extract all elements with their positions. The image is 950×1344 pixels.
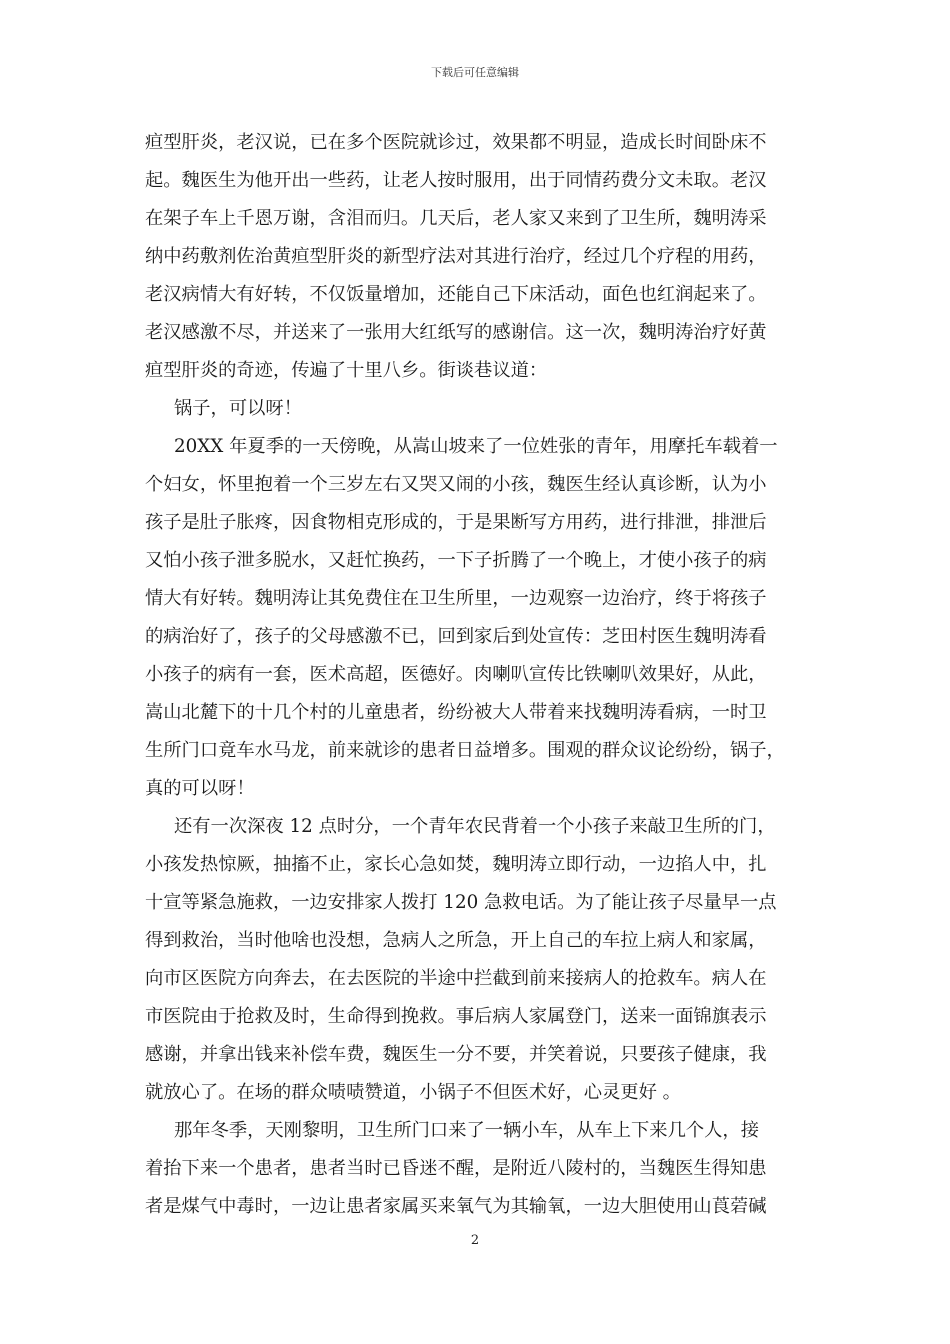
text-line: 生所门口竟车水马龙，前来就诊的患者日益增多。围观的群众议论纷纷，锅子， — [145, 740, 785, 761]
text-line: 还有一次深夜 12 点时分，一个青年农民背着一个小孩子来敲卫生所的门， — [174, 816, 776, 837]
text-line: 疸型肝炎的奇迹，传遍了十里八乡。街谈巷议道： — [145, 360, 548, 381]
page-number: 2 — [470, 1233, 480, 1248]
text-line: 十宣等紧急施救，一边安排家人拨打 120 急救电话。为了能让孩子尽量早一点 — [145, 892, 777, 913]
text-line: 情大有好转。魏明涛让其免费住在卫生所里，一边观察一边治疗，终于将孩子 — [145, 588, 767, 609]
text-line: 得到救治，当时他啥也没想，急病人之所急，开上自己的车拉上病人和家属， — [145, 930, 767, 951]
text-line: 20XX 年夏季的一天傍晚，从嵩山坡来了一位姓张的青年，用摩托车载着一 — [174, 436, 778, 457]
text-line: 市医院由于抢救及时，生命得到挽救。事后病人家属登门，送来一面锦旗表示 — [145, 1006, 767, 1027]
text-line: 着抬下来一个患者，患者当时已昏迷不醒，是附近八陵村的，当魏医生得知患 — [145, 1158, 767, 1179]
text-line: 个妇女，怀里抱着一个三岁左右又哭又闹的小孩，魏医生经认真诊断，认为小 — [145, 474, 767, 495]
text-line: 老汉感激不尽，并送来了一张用大红纸写的感谢信。这一次，魏明涛治疗好黄 — [145, 322, 767, 343]
page-header: 下载后可任意编辑 — [431, 66, 519, 79]
text-line: 在架子车上千恩万谢，含泪而归。几天后，老人家又来到了卫生所，魏明涛采 — [145, 208, 767, 229]
text-line: 疸型肝炎，老汉说，已在多个医院就诊过，效果都不明显，造成长时间卧床不 — [145, 132, 767, 153]
text-line: 那年冬季，天刚黎明，卫生所门口来了一辆小车，从车上下来几个人，接 — [174, 1120, 759, 1141]
text-line: 起。魏医生为他开出一些药，让老人按时服用，出于同情药费分文未取。老汉 — [145, 170, 767, 191]
text-line: 小孩子的病有一套，医术高超，医德好。肉喇叭宣传比铁喇叭效果好，从此， — [145, 664, 767, 685]
text-line: 锅子，可以呀！ — [174, 398, 302, 419]
text-line: 老汉病情大有好转，不仅饭量增加，还能自己下床活动，面色也红润起来了。 — [145, 284, 767, 305]
text-line: 孩子是肚子胀疼，因食物相克形成的，于是果断写方用药，进行排泄，排泄后 — [145, 512, 767, 533]
text-line: 嵩山北麓下的十几个村的儿童患者，纷纷被大人带着来找魏明涛看病，一时卫 — [145, 702, 767, 723]
text-line: 的病治好了，孩子的父母感激不已，回到家后到处宣传：芝田村医生魏明涛看 — [145, 626, 767, 647]
text-line: 就放心了。在场的群众啧啧赞道，小锅子不但医术好，心灵更好 。 — [145, 1082, 681, 1103]
text-line: 小孩发热惊厥，抽搐不止，家长心急如焚，魏明涛立即行动，一边掐人中，扎 — [145, 854, 767, 875]
text-line: 又怕小孩子泄多脱水，又赶忙换药，一下子折腾了一个晚上，才使小孩子的病 — [145, 550, 767, 571]
text-line: 真的可以呀！ — [145, 778, 255, 799]
text-line: 向市区医院方向奔去，在去医院的半途中拦截到前来接病人的抢救车。病人在 — [145, 968, 767, 989]
text-line: 纳中药敷剂佐治黄疸型肝炎的新型疗法对其进行治疗，经过几个疗程的用药， — [145, 246, 767, 267]
text-line: 者是煤气中毒时，一边让患者家属买来氧气为其输氧，一边大胆使用山莨菪碱 — [145, 1196, 767, 1217]
text-line: 感谢，并拿出钱来补偿车费，魏医生一分不要，并笑着说，只要孩子健康，我 — [145, 1044, 767, 1065]
document-body — [145, 124, 820, 1226]
